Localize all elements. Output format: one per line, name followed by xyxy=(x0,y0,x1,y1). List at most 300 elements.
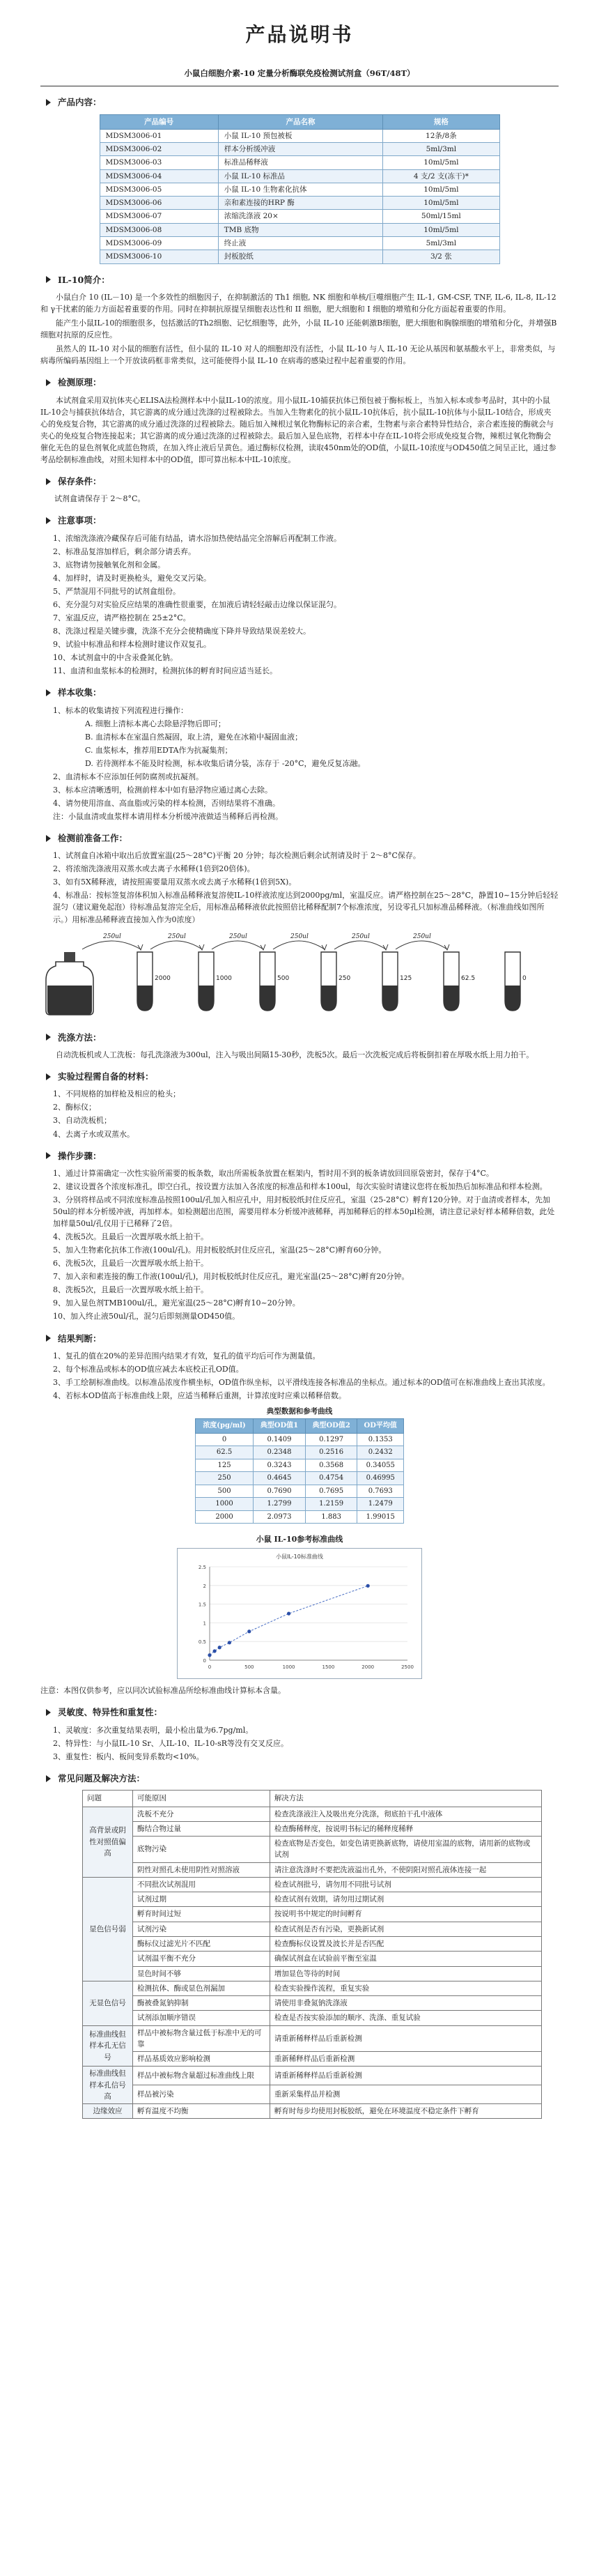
table-cell: 4 支/2 支(冻干)* xyxy=(383,169,499,183)
table-cell: 10ml/5ml xyxy=(383,223,499,236)
faq-solution: 请重新稀释样品后重新检测 xyxy=(270,2025,541,2052)
table-cell: 3/2 张 xyxy=(383,250,499,263)
faq-cause: 酶标仪过滤光片不匹配 xyxy=(133,1936,270,1951)
table-cell: MDSM3006-10 xyxy=(100,250,218,263)
result-item: 2、每个标准品或标本的OD值应减去本底校正孔OD值。 xyxy=(53,1364,244,1374)
bullet-icon xyxy=(46,689,51,696)
table-row xyxy=(83,1936,542,1951)
performance-list xyxy=(40,1724,559,1763)
standard-data-table xyxy=(195,1418,404,1524)
data-point xyxy=(208,1654,211,1657)
table-row xyxy=(100,197,499,210)
faq-solution: 重新采集样品并检测 xyxy=(270,2085,541,2104)
table-cell: 0.4754 xyxy=(305,1472,357,1485)
table-cell: 1000 xyxy=(196,1498,254,1511)
bullet-icon xyxy=(46,1709,51,1716)
table-cell: 1.2799 xyxy=(254,1498,306,1511)
bullet-icon xyxy=(46,1034,51,1041)
performance-item: 2、特异性：与小鼠IL-10 Sr、人IL-10、IL-10-sR等没有交叉反应。 xyxy=(53,1738,289,1748)
note-item: 2、标准品复溶加样后，剩余部分请丢弃。 xyxy=(53,546,196,556)
table-cell: MDSM3006-07 xyxy=(100,210,218,223)
notes-list xyxy=(40,532,559,677)
table-row xyxy=(196,1498,404,1511)
transfer-label: 250ul xyxy=(413,933,431,940)
step-item: 4、洗板5次。且最后一次置厚吸水纸上拍干。 xyxy=(53,1232,208,1242)
table-cell: 小鼠 IL-10 预包被板 xyxy=(218,129,382,142)
table-cell: 小鼠 IL-10 生物素化抗体 xyxy=(218,183,382,196)
table-cell: 10ml/5ml xyxy=(383,156,499,169)
prep-item: 3、如有5X稀释液，请按照需要量用双蒸水或去离子水稀释(1倍到5X)。 xyxy=(53,877,297,887)
note-item: 4、加样时，请及时更换枪头，避免交叉污染。 xyxy=(53,573,211,583)
x-tick-label: 2000 xyxy=(361,1664,375,1671)
table-row xyxy=(83,1952,542,1966)
table-row xyxy=(83,2052,542,2067)
arrow-head-icon xyxy=(138,944,143,950)
sample-list xyxy=(40,705,559,822)
result-item: 3、手工绘制标准曲线。以标准品浓度作横坐标，OD值作纵坐标，以平滑线连接各标准品的坐标点。通过标本的OD值可在标准曲线上查出其浓度。 xyxy=(53,1377,550,1387)
wash-text: 自动洗板机或人工洗板：每孔洗涤液为300ul，注入与吸出间隔15-30秒，洗板5次。最后一次洗板完成后将板倒扣着在厚吸水纸上用力拍干。 xyxy=(56,1050,534,1059)
table-row xyxy=(100,223,499,236)
step-item: 8、洗板5次，且最后一次置厚吸水纸上拍干。 xyxy=(53,1285,208,1295)
faq-solution: 检查是否按实验添加的顺序、洗涤、重复试验 xyxy=(270,2011,541,2025)
section-faq: 常见问题及解决方法： xyxy=(40,1772,559,1785)
faq-solution: 检查洗涤液注入及吸出充分洗涤，彻底拍干孔中液体 xyxy=(270,1807,541,1821)
faq-cause: 样品基质效应影响检测 xyxy=(133,2052,270,2067)
intro-para-3: 虽然人的 IL-10 对小鼠的细胞有活性，但小鼠的 IL-10 对人的细胞却没有活性，小鼠 IL-10 与人 IL-10 无论从基因和氨基酸水平上，非常类似，与病毒所编码基因组上一个开放读码框非常类似，这可能使得小鼠 IL-10 在病毒的感染过程中起着重要的作用。 xyxy=(40,344,556,366)
section-contents: 产品内容： xyxy=(40,95,559,109)
tube-icon xyxy=(382,952,412,1011)
intro-para-2: 能产生小鼠IL-10的细胞很多，包括激活的Th2细胞、记忆细胞等，此外，小鼠 IL-10 还能刺激B细胞，肥大细胞和胸腺细胞的增殖和分化，并增强B细胞对抗原的反应性。 xyxy=(40,318,557,340)
tube-fill xyxy=(444,986,459,1011)
arrow-head-icon xyxy=(383,944,388,950)
table-row xyxy=(83,2085,542,2104)
tube-icon xyxy=(199,952,232,1011)
faq-solution: 检查实验操作流程，重复实验 xyxy=(270,1981,541,1995)
performance-item: 3、重复性：板内、板间变异系数均<10%。 xyxy=(53,1751,204,1761)
table-cell: MDSM3006-09 xyxy=(100,236,218,250)
section-storage: 保存条件： xyxy=(40,475,559,488)
table-cell: MDSM3006-03 xyxy=(100,156,218,169)
table-cell: MDSM3006-06 xyxy=(100,197,218,210)
table-row xyxy=(100,250,499,263)
table-row xyxy=(83,1966,542,1981)
tube-fill xyxy=(199,986,214,1011)
table-row xyxy=(83,2104,542,2119)
table-cell: 浓缩洗涤液 20× xyxy=(218,210,382,223)
x-tick-label: 2500 xyxy=(401,1664,414,1671)
table-row xyxy=(83,1821,542,1836)
table-cell: 0.46995 xyxy=(357,1472,404,1485)
self-item: 3、自动洗板机； xyxy=(53,1116,111,1126)
faq-table xyxy=(82,1790,542,2119)
x-tick-label: 1500 xyxy=(322,1664,335,1671)
table-row xyxy=(83,1922,542,1936)
tube-fill xyxy=(260,986,275,1011)
table-cell: 亲和素连接的HRP 酶 xyxy=(218,197,382,210)
bullet-icon xyxy=(46,379,51,386)
table-cell: 0.2432 xyxy=(357,1446,404,1459)
tube-icon xyxy=(321,952,350,1011)
prep-item: 1、试剂盒自冰箱中取出后放置室温(25～28°C)平衡 20 分钟；每次检测后剩余试剂请及时于 2～8°C保存。 xyxy=(53,851,421,861)
chart-inner-title: 小鼠IL-10标准曲线 xyxy=(276,1554,323,1561)
table-row xyxy=(100,183,499,196)
transfer-arrow xyxy=(334,941,386,949)
dilution-diagram xyxy=(40,931,559,1022)
column-header: 规格 xyxy=(383,114,499,129)
table-cell: 0.1353 xyxy=(357,1433,404,1446)
table-cell: 标准品稀释液 xyxy=(218,156,382,169)
table-row xyxy=(100,236,499,250)
table-row xyxy=(100,129,499,142)
y-tick-label: 2.5 xyxy=(198,1565,206,1571)
note-item: 6、充分混匀对实验反应结果的准确性很重要，在加液后请轻轻敲击边缘以保证混匀。 xyxy=(53,599,341,609)
table-row xyxy=(196,1472,404,1485)
table-row xyxy=(100,210,499,223)
table-cell: 1.883 xyxy=(305,1510,357,1524)
data-point xyxy=(213,1650,217,1653)
tube-concentration: 1000 xyxy=(216,974,232,982)
column-header: 问题 xyxy=(83,1791,133,1807)
table-row xyxy=(83,1862,542,1877)
table-row xyxy=(83,1981,542,1995)
transfer-label: 250ul xyxy=(168,933,186,940)
table-cell: 10ml/5ml xyxy=(383,197,499,210)
table-cell: 0.7690 xyxy=(254,1485,306,1498)
table-row xyxy=(83,1892,542,1907)
tube-icon xyxy=(444,952,475,1011)
faq-solution: 检查试剂有效期，请勿用过期试剂 xyxy=(270,1892,541,1907)
tube-concentration: 125 xyxy=(400,974,412,982)
table-cell: 0.1297 xyxy=(305,1433,357,1446)
step-item: 7、加入亲和素连接的酶工作液(100ul/孔)，用封板胶纸封住反应孔，避光室温(25～28°C)孵育20分钟。 xyxy=(53,1272,410,1282)
column-header: 产品编号 xyxy=(100,114,218,129)
faq-cause: 洗板不充分 xyxy=(133,1807,270,1821)
column-header: 产品名称 xyxy=(218,114,382,129)
table-row xyxy=(196,1433,404,1446)
intro-para-1: 小鼠白介 10 (IL－10) 是一个多效性的细胞因子，在抑制激活的 Th1 细胞, NK 细胞和单核/巨噬细胞产生 IL-1, GM-CSF, TNF, IL-6, IL-8, IL-12 和 γ干扰素的能力方面起着重要的作用。同时在抑制抗原提呈细胞表达性和 II 细胞，肥大细胞和 I 细胞的增殖和分化方面起着重要的作用。 xyxy=(40,292,557,314)
transfer-arrow xyxy=(150,941,202,949)
bullet-icon xyxy=(46,1335,51,1342)
faq-solution: 增加显色等待的时间 xyxy=(270,1966,541,1981)
table-cell: 250 xyxy=(196,1472,254,1485)
bullet-icon xyxy=(46,1073,51,1080)
note-item: 1、浓缩洗涤液冷藏保存后可能有结晶，请水浴加热使结晶完全溶解后再配制工作液。 xyxy=(53,533,341,543)
faq-cause: 试剂温平衡不充分 xyxy=(133,1952,270,1966)
faq-cause: 试剂污染 xyxy=(133,1922,270,1936)
note-item: 8、洗涤过程是关键步骤，洗涤不充分会使精确度下降并导致结果误差较大。 xyxy=(53,626,311,636)
transfer-label: 250ul xyxy=(229,933,247,940)
tube-icon xyxy=(137,952,171,1011)
table-cell: 小鼠 IL-10 标准品 xyxy=(218,169,382,183)
tube-icon xyxy=(505,952,527,1011)
step-item: 5、加入生物素化抗体工作液(100ul/孔)。用封板胶纸封住反应孔，室温(25～28°C)孵育60分钟。 xyxy=(53,1245,387,1255)
arrow-head-icon xyxy=(322,944,327,950)
bullet-icon xyxy=(46,835,51,842)
sample-item: D. 若待测样本不能及时检测，标本收集后请分装，冻存于 -20°C，避免反复冻融。 xyxy=(85,758,366,768)
result-item: 4、若标本OD值高于标准曲线上限，应适当稀释后重测，计算浓度时应乘以稀释倍数。 xyxy=(53,1391,346,1401)
data-point xyxy=(247,1630,251,1634)
column-header: 典型OD值2 xyxy=(305,1419,357,1434)
table-row xyxy=(100,143,499,156)
prep-list xyxy=(40,850,559,925)
arrow-head-icon xyxy=(260,944,265,950)
table-cell: 50ml/15ml xyxy=(383,210,499,223)
faq-cause: 酶被叠氮钠抑制 xyxy=(133,1996,270,2011)
table-cell: 1.2479 xyxy=(357,1498,404,1511)
bullet-icon xyxy=(46,478,51,485)
section-steps: 操作步骤： xyxy=(40,1149,559,1163)
transfer-arrow xyxy=(82,941,141,949)
bullet-icon xyxy=(46,517,51,524)
faq-problem: 无显色信号 xyxy=(83,1981,133,2025)
section-principle: 检测原理： xyxy=(40,376,559,389)
x-tick-label: 500 xyxy=(244,1664,254,1671)
faq-cause: 酶结合物过量 xyxy=(133,1821,270,1836)
faq-cause: 孵育温度不均衡 xyxy=(133,2104,270,2119)
tube-fill xyxy=(321,986,336,1011)
table-row xyxy=(83,2067,542,2085)
faq-solution: 检查试剂批号，请勿用不同批号试剂 xyxy=(270,1877,541,1892)
faq-solution: 按说明书中规定的时间孵育 xyxy=(270,1907,541,1922)
curve-svg xyxy=(178,1549,421,1678)
faq-cause: 不同批次试剂混用 xyxy=(133,1877,270,1892)
faq-cause: 样品被污染 xyxy=(133,2085,270,2104)
section-results: 结果判断： xyxy=(40,1332,559,1345)
tube-fill xyxy=(137,986,153,1011)
section-intro: IL-10简介： xyxy=(40,273,559,286)
tube-concentration: 500 xyxy=(277,974,290,982)
data-point xyxy=(228,1641,231,1645)
step-item: 10、加入终止液50ul/孔，混匀后即刻测量OD450值。 xyxy=(53,1312,240,1321)
column-header: 典型OD值1 xyxy=(254,1419,306,1434)
table-cell: 0.2348 xyxy=(254,1446,306,1459)
table-cell: 2.0973 xyxy=(254,1510,306,1524)
table-cell: 封板胶纸 xyxy=(218,250,382,263)
transfer-arrow xyxy=(212,941,263,949)
data-point xyxy=(218,1646,221,1650)
principle-para: 本试剂盒采用双抗体夹心ELISA法检测样本中小鼠IL-10的浓度。用小鼠IL-10捕获抗体已预包被于酶标板上，当加入标本或参考品时，其中的小鼠IL-10会与捕获抗体结合，其它游离的成分通过洗涤的过程被除去。当加入生物素化的抗小鼠IL-10抗体后，抗小鼠IL-10抗体与小鼠IL-10结合，形成夹心的免疫复合物，其它游离的成分通过洗涤的过程被除去。随后加入辣根过氧化物酶标记的亲合素，生物素与亲合素特异性结合，亲合素连接的酶就会与夹心的免疫复合物连接起来；其它游离的成分通过洗涤的过程被除去。最后加入显色底物，若样本中存在IL-10将会形成免疫复合物，辣根过氧化物酶会催化无色的显色剂氧化成蓝色物质，在加入终止液后呈黄色。通过酶标仪检测，读取450nm处的OD值，小鼠IL-10浓度与OD450值之间呈正比，通过参考品绘制标准曲线，对照未知样本中的OD值，即可算出标本中IL-10浓度。 xyxy=(40,395,557,464)
note-item: 9、试验中标准品和样本检测时建议作双复孔。 xyxy=(53,639,211,649)
components-table xyxy=(100,114,500,264)
curve-line xyxy=(210,1586,368,1655)
table-row xyxy=(196,1446,404,1459)
sample-item: C. 血浆标本，推荐用EDTA作为抗凝集剂； xyxy=(85,745,233,755)
table-row xyxy=(196,1510,404,1524)
faq-problem: 显色信号弱 xyxy=(83,1877,133,1981)
sample-item: A. 细胞上清标本离心去除悬浮物后即可； xyxy=(85,719,226,728)
faq-problem: 标准曲线但样本孔无信号 xyxy=(83,2025,133,2067)
column-header: OD平均值 xyxy=(357,1419,404,1434)
data-point xyxy=(366,1584,370,1588)
y-tick-label: 1 xyxy=(203,1620,206,1627)
sample-item: 1、标本的收集请按下列流程进行操作： xyxy=(53,705,188,715)
faq-cause: 样品中被标物含量超过标准曲线上限 xyxy=(133,2067,270,2085)
table-cell: 1.2159 xyxy=(305,1498,357,1511)
arrow-head-icon xyxy=(444,944,449,950)
x-tick-label: 0 xyxy=(208,1664,212,1671)
table-cell: MDSM3006-08 xyxy=(100,223,218,236)
faq-solution: 检查酶标仪设置及波长并是否匹配 xyxy=(270,1936,541,1951)
table-cell: 500 xyxy=(196,1485,254,1498)
faq-cause: 底物污染 xyxy=(133,1837,270,1863)
column-header: 浓度(pg/ml) xyxy=(196,1419,254,1434)
faq-problem: 边缘效应 xyxy=(83,2104,133,2119)
steps-list xyxy=(40,1167,559,1323)
performance-item: 1、灵敏度：多次重复结果表明，最小检出量为6.7pg/ml。 xyxy=(53,1725,254,1735)
section-self: 实验过程需自备的材料： xyxy=(40,1070,559,1083)
table-cell: MDSM3006-05 xyxy=(100,183,218,196)
result-item: 1、复孔的值在20%的差异范围内结果才有效，复孔的值平均后可作为测量值。 xyxy=(53,1351,320,1360)
note-item: 5、严禁混用不同批号的试剂盒组份。 xyxy=(53,586,180,596)
faq-problem: 标准曲线但样本孔信号高 xyxy=(83,2067,133,2104)
faq-solution: 确保试剂盒在试验前平衡至室温 xyxy=(270,1952,541,1966)
note-item: 7、室温反应，请严格控制在 25±2°C。 xyxy=(53,613,191,622)
faq-cause: 检测抗体、酶或显色剂漏加 xyxy=(133,1981,270,1995)
transfer-label: 250ul xyxy=(352,933,370,940)
table-cell: MDSM3006-04 xyxy=(100,169,218,183)
table-row xyxy=(83,1996,542,2011)
faq-solution: 重新稀释样品后重新检测 xyxy=(270,2052,541,2067)
table-cell: 0.1409 xyxy=(254,1433,306,1446)
step-item: 3、分别将样品或不同浓度标准品按照100ul/孔加入相应孔中，用封板胶纸封住反应孔，室温（25-28°C）孵育120分钟。对于血清或者样本，先加50ul的样本分析缓冲液，再加样本。如检测超出范围，需要用样本分析缓冲液稀释，再加稀释后的样本50μl检测，请注意记录好样本稀释倍数，此处加样量50ul/孔仅用于已稀释了2倍。 xyxy=(53,1195,555,1229)
bullet-icon xyxy=(46,276,51,283)
tube-concentration: 0 xyxy=(522,974,527,982)
self-item: 2、酶标仪； xyxy=(53,1103,96,1112)
step-item: 9、加入显色剂TMB100ul/孔，避光室温(25～28°C)孵育10~20分钟。 xyxy=(53,1298,300,1308)
table-cell: 0.4645 xyxy=(254,1472,306,1485)
transfer-label: 250ul xyxy=(290,933,309,940)
section-performance: 灵敏度、特异性和重复性： xyxy=(40,1705,559,1719)
sample-item: 4、请勿使用溶血、高血脂或污染的样本检测，否则结果将不准确。 xyxy=(53,798,280,808)
table-cell: 1.99015 xyxy=(357,1510,404,1524)
y-tick-label: 0 xyxy=(203,1658,206,1664)
arrow-head-icon xyxy=(199,944,204,950)
table-cell: 样本分析缓冲液 xyxy=(218,143,382,156)
faq-solution: 请注意洗涤时不要把洗液溢出孔外，不使阴阳对照孔液体连接一起 xyxy=(270,1862,541,1877)
faq-cause: 显色时间不够 xyxy=(133,1966,270,1981)
step-item: 6、洗板5次，且最后一次置厚吸水纸上拍干。 xyxy=(53,1259,208,1268)
page-title: 产品说明书 xyxy=(245,23,354,46)
table-cell: 5ml/3ml xyxy=(383,236,499,250)
table-cell: TMB 底物 xyxy=(218,223,382,236)
faq-cause: 试剂过期 xyxy=(133,1892,270,1907)
sample-item: 注：小鼠血清或血浆样本请用样本分析缓冲液做适当稀释后再检测。 xyxy=(53,811,283,821)
curve-title: 小鼠 IL-10参考标准曲线 xyxy=(256,1535,343,1544)
prep-item: 2、将浓缩洗涤液用双蒸水或去离子水稀释(1倍到20倍体)。 xyxy=(53,864,255,874)
y-tick-label: 2 xyxy=(203,1584,206,1590)
table-cell: 62.5 xyxy=(196,1446,254,1459)
table-row xyxy=(83,2011,542,2025)
transfer-arrow xyxy=(396,941,447,949)
column-header: 可能原因 xyxy=(133,1791,270,1807)
bullet-icon xyxy=(46,99,51,106)
self-item: 4、去离子水或双蒸水。 xyxy=(53,1129,134,1139)
bullet-icon xyxy=(46,1775,51,1782)
table-row xyxy=(83,1907,542,1922)
faq-solution: 请使用非叠氮钠洗涤液 xyxy=(270,1996,541,2011)
page-subtitle: 小鼠白细胞介素-10 定量分析酶联免疫检测试剂盒（96T/48T） xyxy=(184,68,415,79)
table-cell: 125 xyxy=(196,1459,254,1472)
table-row xyxy=(83,1877,542,1892)
data-point xyxy=(287,1612,290,1616)
table-cell: 0.3243 xyxy=(254,1459,306,1472)
faq-cause: 阴性对照孔未使用阴性对照溶液 xyxy=(133,1862,270,1877)
section-dilution: 检测前准备工作： xyxy=(40,831,559,845)
step-item: 2、建议设置各个浓度标准孔，即空白孔，按设置方法加入各浓度的标准品和样本100ul，每次实验时请建议您将在板加热后加标准品和样本检测。 xyxy=(53,1181,547,1191)
table-row xyxy=(196,1459,404,1472)
table-row xyxy=(100,169,499,183)
table-cell: 5ml/3ml xyxy=(383,143,499,156)
table-cell: 2000 xyxy=(196,1510,254,1524)
table-row xyxy=(83,1837,542,1863)
table-cell: 0.7693 xyxy=(357,1485,404,1498)
step-item: 1、通过计算需确定一次性实验所需要的板条数，取出所需板条放置在框架内，暂时用不到的板条请放回回原袋密封，保存于4°C。 xyxy=(53,1168,494,1178)
std-table-title: 典型数据和参考曲线 xyxy=(266,1407,333,1416)
faq-cause: 试剂添加顺序错误 xyxy=(133,2011,270,2025)
tube-concentration: 62.5 xyxy=(461,974,476,982)
tube-icon xyxy=(260,952,289,1011)
table-cell: 0.7695 xyxy=(305,1485,357,1498)
y-tick-label: 1.5 xyxy=(198,1602,206,1608)
table-cell: 12条/8条 xyxy=(383,129,499,142)
table-cell: 0.34055 xyxy=(357,1459,404,1472)
tube-concentration: 250 xyxy=(339,974,351,982)
table-cell: MDSM3006-02 xyxy=(100,143,218,156)
faq-cause: 样品中被标物含量过低于标准中无的可靠 xyxy=(133,2025,270,2052)
table-cell: 10ml/5ml xyxy=(383,183,499,196)
faq-cause: 孵育时间过短 xyxy=(133,1907,270,1922)
note-item: 3、底物请勿接触氧化剂和金属。 xyxy=(53,560,165,569)
bullet-icon xyxy=(46,1152,51,1159)
tube-fill xyxy=(382,986,398,1011)
note-item: 10、本试剂盒中的中含汞叠氮化钠。 xyxy=(53,653,178,663)
column-header: 解决方法 xyxy=(270,1791,541,1807)
sample-item: B. 血清标本在室温自然凝固，取上清，避免在冰箱中凝固血液； xyxy=(85,732,303,742)
table-row xyxy=(100,156,499,169)
bottle-icon xyxy=(46,952,93,1015)
self-item: 1、不同规格的加样枪及相应的枪头； xyxy=(53,1089,180,1099)
storage-text: 试剂盒请保存于 2～8°C。 xyxy=(54,494,146,504)
section-sample: 样本收集： xyxy=(40,686,559,699)
x-tick-label: 1000 xyxy=(282,1664,295,1671)
curve-note: 注意：本图仅供参考，应以同次试验标准品所绘标准曲线计算标本含量。 xyxy=(40,1686,286,1696)
faq-problem: 高背景或阴性对照值偏高 xyxy=(83,1807,133,1877)
table-row xyxy=(83,1807,542,1821)
faq-solution: 检查试剂是否有污染，更换新试剂 xyxy=(270,1922,541,1936)
faq-solution: 检查酶稀释度，按说明书标记的稀释度稀释 xyxy=(270,1821,541,1836)
table-row xyxy=(83,2025,542,2052)
section-notes: 注意事项： xyxy=(40,514,559,527)
results-list xyxy=(40,1350,559,1402)
sample-item: 2、血清标本不应添加任何防腐剂或抗凝剂。 xyxy=(53,772,203,781)
faq-solution: 检查底物是否变色，如变色请更换新底物，请使用室温的底物，请用新的底物或试剂 xyxy=(270,1837,541,1863)
self-list xyxy=(40,1088,559,1140)
faq-solution: 孵育时每步均使用封板胶纸，避免在环境温度不稳定条件下孵育 xyxy=(270,2104,541,2119)
prep-item: 4、标准品：按标签复溶体积加入标准品稀释液复溶使IL-10样液浓度达到2000pg/ml，室温反应。请严格控制在25～28°C，静置10~15分钟后轻轻混匀（建议避免起泡）待标准品复溶完全后，用标准品稀释液依此按照倍比稀释配制7个标准浓度，另设零孔只加标准品稀释液。（标准曲线如图所示。）用标准品稀释液直接加入作为0浓度） xyxy=(53,891,559,924)
dilution-svg xyxy=(40,931,559,1022)
tube-fill xyxy=(505,986,520,1011)
tube-concentration: 2000 xyxy=(155,974,171,982)
section-wash: 洗涤方法： xyxy=(40,1031,559,1044)
table-row xyxy=(196,1485,404,1498)
sample-item: 3、标本应清晰透明，检测前样本中如有悬浮物应通过离心去除。 xyxy=(53,785,272,795)
note-item: 11、血清和血浆标本的检测时，检测抗体的孵育时间应适当延长。 xyxy=(53,666,277,676)
y-tick-label: 0.5 xyxy=(198,1639,206,1646)
faq-solution: 请重新稀释样品后重新检测 xyxy=(270,2067,541,2085)
transfer-label: 250ul xyxy=(103,933,121,940)
standard-curve-chart xyxy=(177,1548,422,1679)
table-cell: MDSM3006-01 xyxy=(100,129,218,142)
